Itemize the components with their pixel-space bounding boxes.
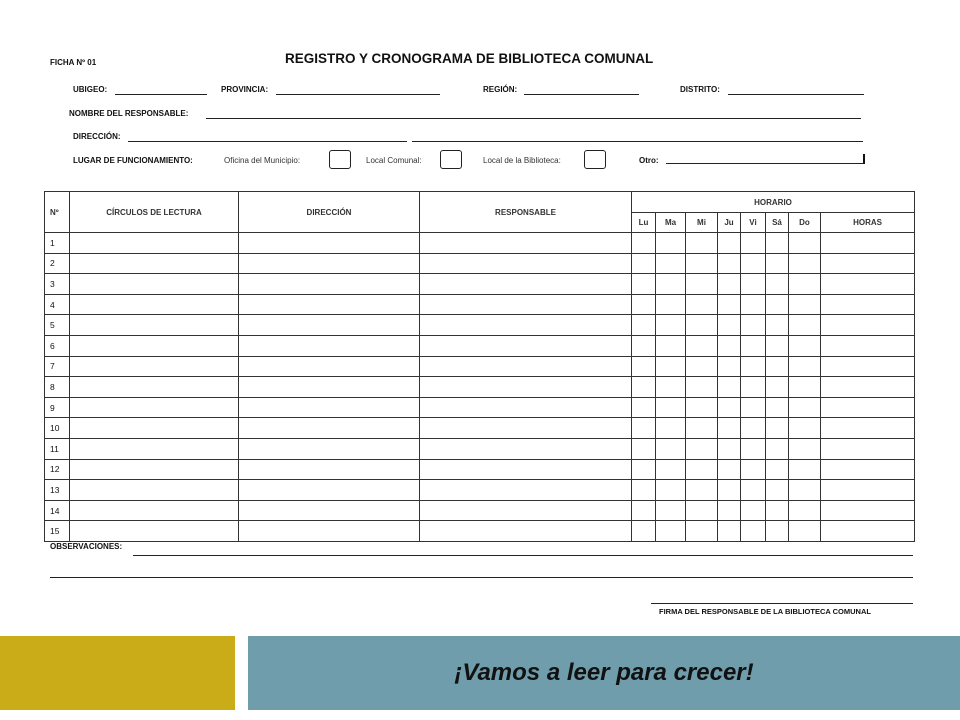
ma-cell[interactable] xyxy=(656,397,686,418)
day-mi-header: Mi xyxy=(686,213,718,233)
lu-cell[interactable] xyxy=(632,521,656,542)
day-ma-header: Ma xyxy=(656,213,686,233)
col-responsable-header: RESPONSABLE xyxy=(420,192,632,233)
lu-cell[interactable] xyxy=(632,356,656,377)
vi-cell[interactable] xyxy=(741,459,766,480)
provincia-label: PROVINCIA: xyxy=(221,85,269,94)
col-horas-header: HORAS xyxy=(821,213,915,233)
table-row xyxy=(45,253,915,274)
ficha-number: FICHA Nº 01 xyxy=(50,58,97,67)
col-direccion-header: DIRECCIÓN xyxy=(239,192,420,233)
direccion-cell[interactable] xyxy=(239,459,420,480)
lu-cell[interactable] xyxy=(632,459,656,480)
ubigeo-label: UBIGEO: xyxy=(73,85,108,94)
firma-line[interactable] xyxy=(651,603,913,604)
row-number: 1 xyxy=(45,233,70,254)
mi-cell[interactable] xyxy=(686,521,718,542)
horas-cell[interactable] xyxy=(821,438,915,459)
table-row xyxy=(45,521,915,542)
lu-cell[interactable] xyxy=(632,377,656,398)
row-number: 12 xyxy=(45,459,70,480)
vi-cell[interactable] xyxy=(741,438,766,459)
sa-cell[interactable] xyxy=(766,459,789,480)
responsable-cell[interactable] xyxy=(420,418,632,439)
horas-cell[interactable] xyxy=(821,397,915,418)
do-cell[interactable] xyxy=(789,418,821,439)
sa-cell[interactable] xyxy=(766,356,789,377)
vi-cell[interactable] xyxy=(741,335,766,356)
ma-cell[interactable] xyxy=(656,521,686,542)
vi-cell[interactable] xyxy=(741,418,766,439)
row-number: 15 xyxy=(45,521,70,542)
sa-cell[interactable] xyxy=(766,315,789,336)
observaciones-line-1[interactable] xyxy=(133,555,913,556)
lu-cell[interactable] xyxy=(632,315,656,336)
horas-cell[interactable] xyxy=(821,418,915,439)
mi-cell[interactable] xyxy=(686,294,718,315)
row-number: 11 xyxy=(45,438,70,459)
vi-cell[interactable] xyxy=(741,253,766,274)
field-end-mark xyxy=(863,154,865,164)
mi-cell[interactable] xyxy=(686,418,718,439)
ma-cell[interactable] xyxy=(656,418,686,439)
vi-cell[interactable] xyxy=(741,356,766,377)
firma-label: FIRMA DEL RESPONSABLE DE LA BIBLIOTECA COMUNAL xyxy=(659,607,871,616)
do-cell[interactable] xyxy=(789,480,821,501)
responsable-cell[interactable] xyxy=(420,377,632,398)
direccion-cell[interactable] xyxy=(239,274,420,295)
circulos-cell[interactable] xyxy=(70,500,239,521)
responsable-cell[interactable] xyxy=(420,253,632,274)
direccion-label: DIRECCIÓN: xyxy=(73,132,121,141)
table-row xyxy=(45,294,915,315)
lu-cell[interactable] xyxy=(632,397,656,418)
direccion-field-1[interactable] xyxy=(128,141,407,142)
vi-cell[interactable] xyxy=(741,274,766,295)
table-row xyxy=(45,397,915,418)
vi-cell[interactable] xyxy=(741,500,766,521)
ma-cell[interactable] xyxy=(656,315,686,336)
direccion-cell[interactable] xyxy=(239,418,420,439)
horas-cell[interactable] xyxy=(821,377,915,398)
municipio-checkbox[interactable] xyxy=(329,150,351,169)
ma-cell[interactable] xyxy=(656,500,686,521)
table-row xyxy=(45,356,915,377)
option-biblioteca-label: Local de la Biblioteca: xyxy=(483,156,561,165)
otro-field[interactable] xyxy=(666,163,864,164)
ju-cell[interactable] xyxy=(718,233,741,254)
ma-cell[interactable] xyxy=(656,480,686,501)
sa-cell[interactable] xyxy=(766,335,789,356)
table-row xyxy=(45,377,915,398)
circulos-cell[interactable] xyxy=(70,253,239,274)
circulos-cell[interactable] xyxy=(70,438,239,459)
sa-cell[interactable] xyxy=(766,397,789,418)
direccion-field-2[interactable] xyxy=(412,141,863,142)
registry-table xyxy=(44,191,915,542)
ju-cell[interactable] xyxy=(718,459,741,480)
ju-cell[interactable] xyxy=(718,500,741,521)
sa-cell[interactable] xyxy=(766,274,789,295)
horas-cell[interactable] xyxy=(821,294,915,315)
ma-cell[interactable] xyxy=(656,459,686,480)
direccion-cell[interactable] xyxy=(239,253,420,274)
vi-cell[interactable] xyxy=(741,233,766,254)
ju-cell[interactable] xyxy=(718,274,741,295)
ju-cell[interactable] xyxy=(718,294,741,315)
lu-cell[interactable] xyxy=(632,500,656,521)
table-row xyxy=(45,233,915,254)
vi-cell[interactable] xyxy=(741,315,766,336)
ju-cell[interactable] xyxy=(718,356,741,377)
row-number: 14 xyxy=(45,500,70,521)
mi-cell[interactable] xyxy=(686,274,718,295)
table-row xyxy=(45,418,915,439)
sa-cell[interactable] xyxy=(766,480,789,501)
row-number: 3 xyxy=(45,274,70,295)
row-number: 5 xyxy=(45,315,70,336)
lu-cell[interactable] xyxy=(632,438,656,459)
horas-cell[interactable] xyxy=(821,233,915,254)
footer-banner xyxy=(248,636,960,710)
sa-cell[interactable] xyxy=(766,253,789,274)
ju-cell[interactable] xyxy=(718,253,741,274)
region-label: REGIÓN: xyxy=(483,85,518,94)
table-row xyxy=(45,500,915,521)
direccion-cell[interactable] xyxy=(239,315,420,336)
do-cell[interactable] xyxy=(789,356,821,377)
lu-cell[interactable] xyxy=(632,253,656,274)
mi-cell[interactable] xyxy=(686,500,718,521)
table-row xyxy=(45,274,915,295)
row-number: 4 xyxy=(45,294,70,315)
circulos-cell[interactable] xyxy=(70,480,239,501)
lu-cell[interactable] xyxy=(632,274,656,295)
page-title: REGISTRO Y CRONOGRAMA DE BIBLIOTECA COMUNAL xyxy=(285,51,654,66)
mi-cell[interactable] xyxy=(686,459,718,480)
day-vi-header: Vi xyxy=(741,213,766,233)
row-number: 8 xyxy=(45,377,70,398)
vi-cell[interactable] xyxy=(741,397,766,418)
ju-cell[interactable] xyxy=(718,438,741,459)
responsable-cell[interactable] xyxy=(420,459,632,480)
do-cell[interactable] xyxy=(789,335,821,356)
ju-cell[interactable] xyxy=(718,521,741,542)
sa-cell[interactable] xyxy=(766,521,789,542)
responsable-cell[interactable] xyxy=(420,315,632,336)
ma-cell[interactable] xyxy=(656,253,686,274)
row-number: 9 xyxy=(45,397,70,418)
horas-cell[interactable] xyxy=(821,459,915,480)
circulos-cell[interactable] xyxy=(70,233,239,254)
ma-cell[interactable] xyxy=(656,356,686,377)
do-cell[interactable] xyxy=(789,233,821,254)
distrito-field[interactable] xyxy=(728,94,864,95)
region-field[interactable] xyxy=(524,94,639,95)
circulos-cell[interactable] xyxy=(70,315,239,336)
ju-cell[interactable] xyxy=(718,335,741,356)
do-cell[interactable] xyxy=(789,274,821,295)
horas-cell[interactable] xyxy=(821,335,915,356)
vi-cell[interactable] xyxy=(741,521,766,542)
responsable-cell[interactable] xyxy=(420,500,632,521)
row-number: 13 xyxy=(45,480,70,501)
sa-cell[interactable] xyxy=(766,233,789,254)
table-row xyxy=(45,438,915,459)
mi-cell[interactable] xyxy=(686,397,718,418)
vi-cell[interactable] xyxy=(741,377,766,398)
direccion-cell[interactable] xyxy=(239,335,420,356)
do-cell[interactable] xyxy=(789,438,821,459)
provincia-field[interactable] xyxy=(276,94,440,95)
circulos-cell[interactable] xyxy=(70,335,239,356)
direccion-cell[interactable] xyxy=(239,233,420,254)
mi-cell[interactable] xyxy=(686,438,718,459)
mi-cell[interactable] xyxy=(686,233,718,254)
col-horario-header: HORARIO xyxy=(632,192,915,213)
circulos-cell[interactable] xyxy=(70,397,239,418)
responsable-cell[interactable] xyxy=(420,294,632,315)
mi-cell[interactable] xyxy=(686,253,718,274)
circulos-cell[interactable] xyxy=(70,377,239,398)
distrito-label: DISTRITO: xyxy=(680,85,720,94)
table-row xyxy=(45,315,915,336)
horas-cell[interactable] xyxy=(821,315,915,336)
responsable-cell[interactable] xyxy=(420,356,632,377)
responsable-cell[interactable] xyxy=(420,438,632,459)
responsable-cell[interactable] xyxy=(420,521,632,542)
do-cell[interactable] xyxy=(789,377,821,398)
col-circulos-header: CÍRCULOS DE LECTURA xyxy=(70,192,239,233)
direccion-cell[interactable] xyxy=(239,377,420,398)
responsable-cell[interactable] xyxy=(420,274,632,295)
comunal-checkbox[interactable] xyxy=(440,150,462,169)
day-lu-header: Lu xyxy=(632,213,656,233)
direccion-cell[interactable] xyxy=(239,397,420,418)
horas-cell[interactable] xyxy=(821,356,915,377)
direccion-cell[interactable] xyxy=(239,500,420,521)
table-row xyxy=(45,335,915,356)
table-row xyxy=(45,480,915,501)
row-number: 2 xyxy=(45,253,70,274)
row-number: 7 xyxy=(45,356,70,377)
sa-cell[interactable] xyxy=(766,377,789,398)
responsable-cell[interactable] xyxy=(420,397,632,418)
day-sa-header: Sá xyxy=(766,213,789,233)
do-cell[interactable] xyxy=(789,459,821,480)
lu-cell[interactable] xyxy=(632,233,656,254)
mi-cell[interactable] xyxy=(686,315,718,336)
do-cell[interactable] xyxy=(789,397,821,418)
col-num-header: Nº xyxy=(45,192,70,233)
lu-cell[interactable] xyxy=(632,480,656,501)
horas-cell[interactable] xyxy=(821,521,915,542)
table-row xyxy=(45,459,915,480)
circulos-cell[interactable] xyxy=(70,356,239,377)
circulos-cell[interactable] xyxy=(70,294,239,315)
ju-cell[interactable] xyxy=(718,418,741,439)
option-otro-label: Otro: xyxy=(639,156,659,165)
circulos-cell[interactable] xyxy=(70,521,239,542)
day-do-header: Do xyxy=(789,213,821,233)
sa-cell[interactable] xyxy=(766,438,789,459)
horas-cell[interactable] xyxy=(821,480,915,501)
mi-cell[interactable] xyxy=(686,356,718,377)
slogan-text: ¡Vamos a leer para crecer! xyxy=(454,659,754,686)
option-comunal-label: Local Comunal: xyxy=(366,156,422,165)
ju-cell[interactable] xyxy=(718,315,741,336)
ma-cell[interactable] xyxy=(656,294,686,315)
footer-accent-block xyxy=(0,636,235,710)
option-municipio-label: Oficina del Municipio: xyxy=(224,156,301,165)
do-cell[interactable] xyxy=(789,315,821,336)
mi-cell[interactable] xyxy=(686,377,718,398)
direccion-cell[interactable] xyxy=(239,438,420,459)
observaciones-label: OBSERVACIONES: xyxy=(50,542,123,551)
horas-cell[interactable] xyxy=(821,274,915,295)
responsable-field[interactable] xyxy=(206,118,861,119)
lugar-label: LUGAR DE FUNCIONAMIENTO: xyxy=(73,156,193,165)
do-cell[interactable] xyxy=(789,253,821,274)
lu-cell[interactable] xyxy=(632,335,656,356)
observaciones-line-2[interactable] xyxy=(50,577,913,578)
ju-cell[interactable] xyxy=(718,397,741,418)
sa-cell[interactable] xyxy=(766,418,789,439)
do-cell[interactable] xyxy=(789,500,821,521)
biblioteca-checkbox[interactable] xyxy=(584,150,606,169)
do-cell[interactable] xyxy=(789,521,821,542)
circulos-cell[interactable] xyxy=(70,459,239,480)
ma-cell[interactable] xyxy=(656,233,686,254)
ma-cell[interactable] xyxy=(656,274,686,295)
responsable-cell[interactable] xyxy=(420,233,632,254)
circulos-cell[interactable] xyxy=(70,418,239,439)
vi-cell[interactable] xyxy=(741,480,766,501)
responsable-label: NOMBRE DEL RESPONSABLE: xyxy=(69,109,189,118)
direccion-cell[interactable] xyxy=(239,294,420,315)
sa-cell[interactable] xyxy=(766,294,789,315)
responsable-cell[interactable] xyxy=(420,335,632,356)
horas-cell[interactable] xyxy=(821,253,915,274)
horas-cell[interactable] xyxy=(821,500,915,521)
ju-cell[interactable] xyxy=(718,480,741,501)
do-cell[interactable] xyxy=(789,294,821,315)
ma-cell[interactable] xyxy=(656,377,686,398)
ubigeo-field[interactable] xyxy=(115,94,207,95)
ma-cell[interactable] xyxy=(656,438,686,459)
responsable-cell[interactable] xyxy=(420,480,632,501)
ju-cell[interactable] xyxy=(718,377,741,398)
lu-cell[interactable] xyxy=(632,294,656,315)
direccion-cell[interactable] xyxy=(239,521,420,542)
mi-cell[interactable] xyxy=(686,335,718,356)
direccion-cell[interactable] xyxy=(239,480,420,501)
sa-cell[interactable] xyxy=(766,500,789,521)
vi-cell[interactable] xyxy=(741,294,766,315)
ma-cell[interactable] xyxy=(656,335,686,356)
row-number: 6 xyxy=(45,335,70,356)
circulos-cell[interactable] xyxy=(70,274,239,295)
row-number: 10 xyxy=(45,418,70,439)
direccion-cell[interactable] xyxy=(239,356,420,377)
lu-cell[interactable] xyxy=(632,418,656,439)
day-ju-header: Ju xyxy=(718,213,741,233)
mi-cell[interactable] xyxy=(686,480,718,501)
